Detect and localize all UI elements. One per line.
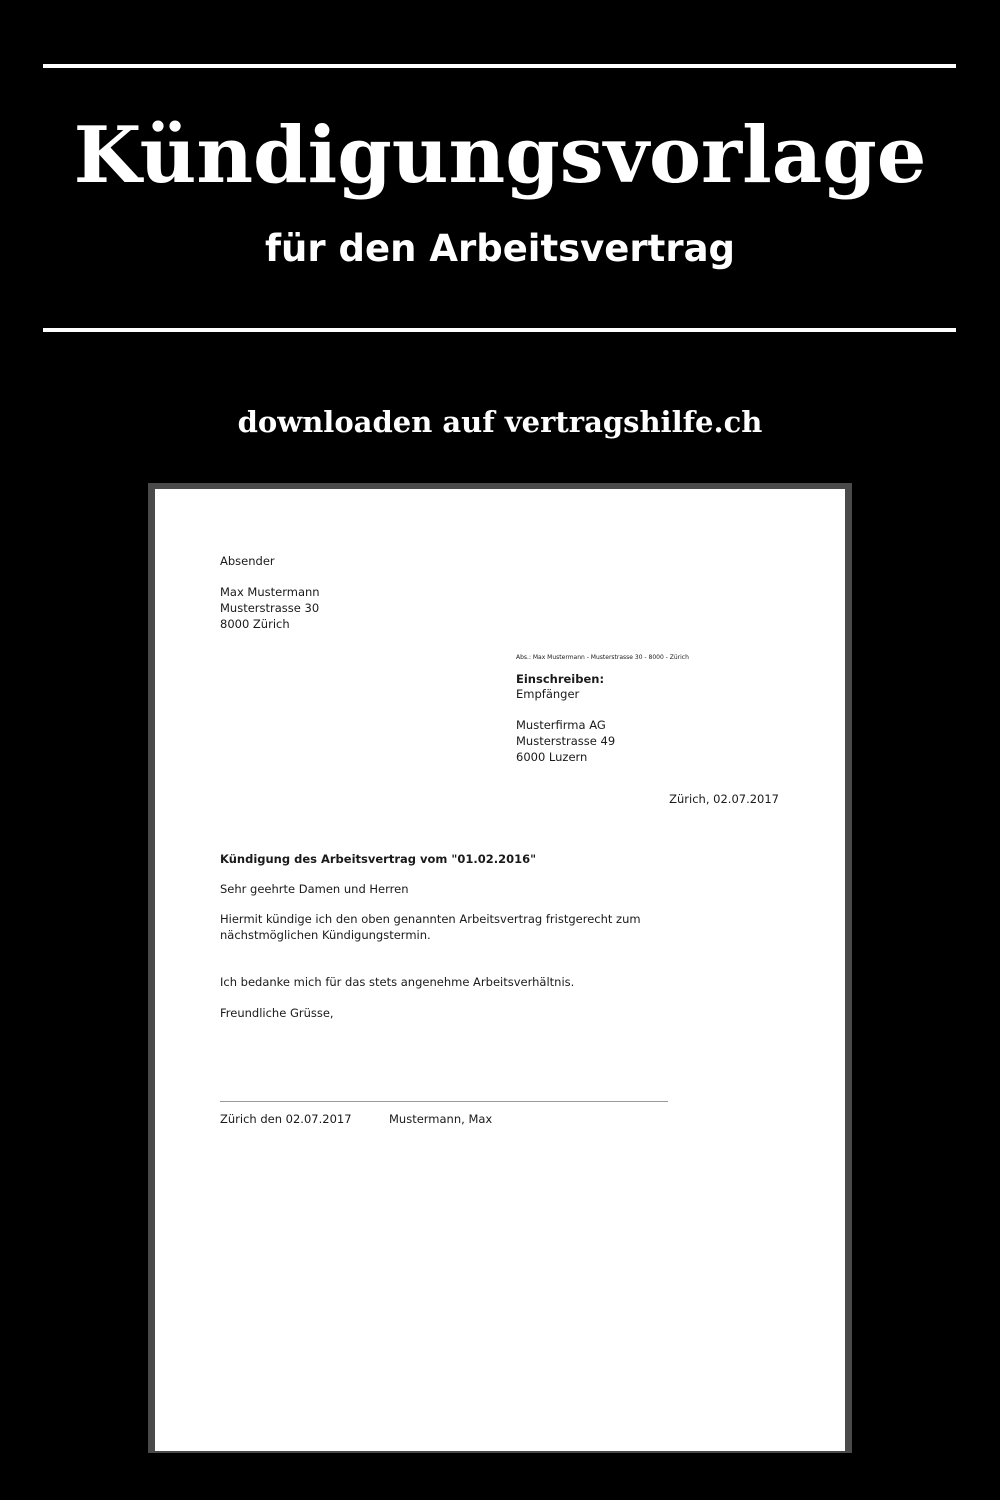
bottom-divider <box>43 328 956 332</box>
recipient-street: Musterstrasse 49 <box>516 734 616 748</box>
sender-street: Musterstrasse 30 <box>220 601 320 615</box>
letter-salutation: Sehr geehrte Damen und Herren <box>220 882 409 896</box>
letter-subject: Kündigung des Arbeitsvertrag vom "01.02.2016" <box>220 852 537 866</box>
letter-date: Zürich, 02.07.2017 <box>669 792 779 806</box>
letter-preview <box>155 489 845 1451</box>
page-title: Kündigungsvorlage <box>73 110 927 201</box>
signature-place-date: Zürich den 02.07.2017 <box>220 1112 352 1126</box>
download-text: downloaden auf vertragshilfe.ch <box>237 405 763 439</box>
recipient-company: Musterfirma AG <box>516 718 606 732</box>
registered-label: Einschreiben: <box>516 672 605 686</box>
letter-closing: Freundliche Grüsse, <box>220 1006 334 1020</box>
sender-label: Absender <box>220 554 275 568</box>
letter-body: Hiermit kündige ich den oben genannten Arbeitsvertrag fristgerecht zum nächstmöglichen Kündigungstermin. <box>220 912 641 942</box>
recipient-address <box>516 717 615 765</box>
sender-city: 8000 Zürich <box>220 617 290 631</box>
return-address: Abs.: Max Mustermann - Musterstrasse 30 - 8000 - Zürich <box>516 654 689 661</box>
sender-name: Max Mustermann <box>220 585 320 599</box>
sender-address <box>220 584 320 632</box>
recipient-label: Empfänger <box>516 687 580 701</box>
signature-name: Mustermann, Max <box>389 1112 493 1126</box>
page-subtitle: für den Arbeitsvertrag <box>264 227 736 270</box>
top-divider <box>43 64 956 68</box>
letter-thanks: Ich bedanke mich für das stets angenehme Arbeitsverhältnis. <box>220 975 575 989</box>
signature-line <box>220 1101 668 1102</box>
recipient-city: 6000 Luzern <box>516 750 588 764</box>
